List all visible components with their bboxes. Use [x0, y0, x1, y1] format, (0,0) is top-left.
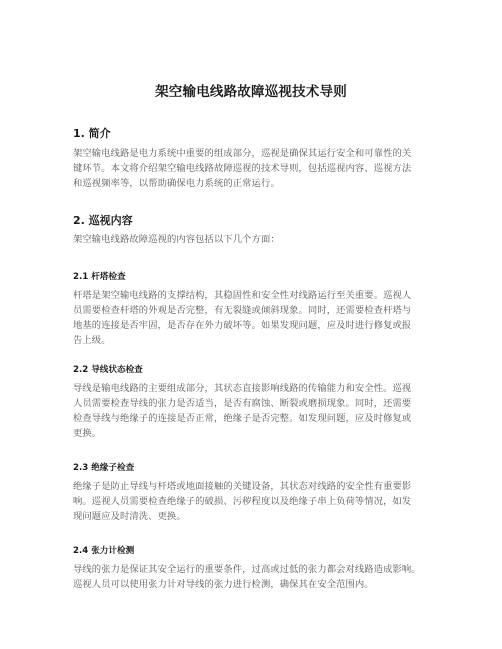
paragraph-line: 告上级。	[73, 335, 111, 346]
paragraph-line: 地基的连接是否牢固，是否存在外力破坏等。如果发现问题，应及时进行修复或报	[73, 320, 412, 331]
paragraph-line: 键环节。本文将介绍架空输电线路故障巡视的技术导则，包括巡视内容、巡视方法	[73, 163, 412, 174]
subsection-paragraph-conductor	[73, 381, 433, 441]
paragraph-line: 杆塔是架空输电线路的支撑结构，其稳固性和安全性对线路运行至关重要。巡视人	[73, 290, 412, 301]
paragraph-line: 架空输电线路故障巡视的内容包括以下几个方面：	[73, 234, 280, 245]
paragraph-line: 检查导线与绝缘子的连接是否正常，绝缘子是否完整。如发现问题，应及时修复或	[73, 413, 412, 424]
paragraph-line: 导线是输电线路的主要组成部分，其状态直接影响线路的传输能力和安全性。巡视	[73, 383, 412, 394]
paragraph-line: 人员需要检查导线的张力是否适当，是否有腐蚀、断裂或磨损现象。同时，还需要	[73, 398, 412, 409]
subsection-heading-tower: 2.1 杆塔检查	[73, 272, 126, 282]
paragraph-line: 员需要检查杆塔的外观是否完整，有无裂缝或倾斜现象。同时，还需要检查杆塔与	[73, 305, 412, 316]
paragraph-line: 巡视人员可以使用张力计对导线的张力进行检测，确保其在安全范围内。	[73, 579, 374, 590]
section-heading-intro: 1. 简介	[73, 127, 111, 140]
paragraph-line: 绝缘子是防止导线与杆塔或地面接触的关键设备，其状态对线路的安全性有重要影	[73, 481, 412, 492]
paragraph-line: 现问题应及时清洗、更换。	[73, 511, 186, 522]
subsection-heading-insulator: 2.3 绝缘子检查	[73, 463, 135, 473]
subsection-paragraph-insulator	[73, 479, 433, 524]
paragraph-line: 架空输电线路是电力系统中重要的组成部分，巡视是确保其运行安全和可靠性的关	[73, 148, 412, 159]
subsection-heading-tension: 2.4 张力计检测	[73, 546, 135, 556]
section-paragraph-intro	[73, 146, 433, 191]
paragraph-line: 更换。	[73, 428, 102, 439]
section-heading-content: 2. 巡视内容	[73, 214, 133, 227]
subsection-heading-conductor: 2.2 导线状态检查	[73, 365, 143, 375]
section-paragraph-content	[73, 232, 433, 247]
subsection-paragraph-tower	[73, 288, 433, 348]
paragraph-line: 和巡视频率等，以帮助确保电力系统的正常运行。	[73, 178, 280, 189]
paragraph-line: 响。巡视人员需要检查绝缘子的破损、污秽程度以及绝缘子串上负荷等情况，如发	[73, 496, 412, 507]
subsection-paragraph-tension	[73, 562, 433, 592]
document-title: 架空输电线路故障巡视技术导则	[155, 84, 347, 100]
paragraph-line: 导线的张力是保证其安全运行的重要条件，过高或过低的张力都会对线路造成影响。	[73, 564, 421, 575]
